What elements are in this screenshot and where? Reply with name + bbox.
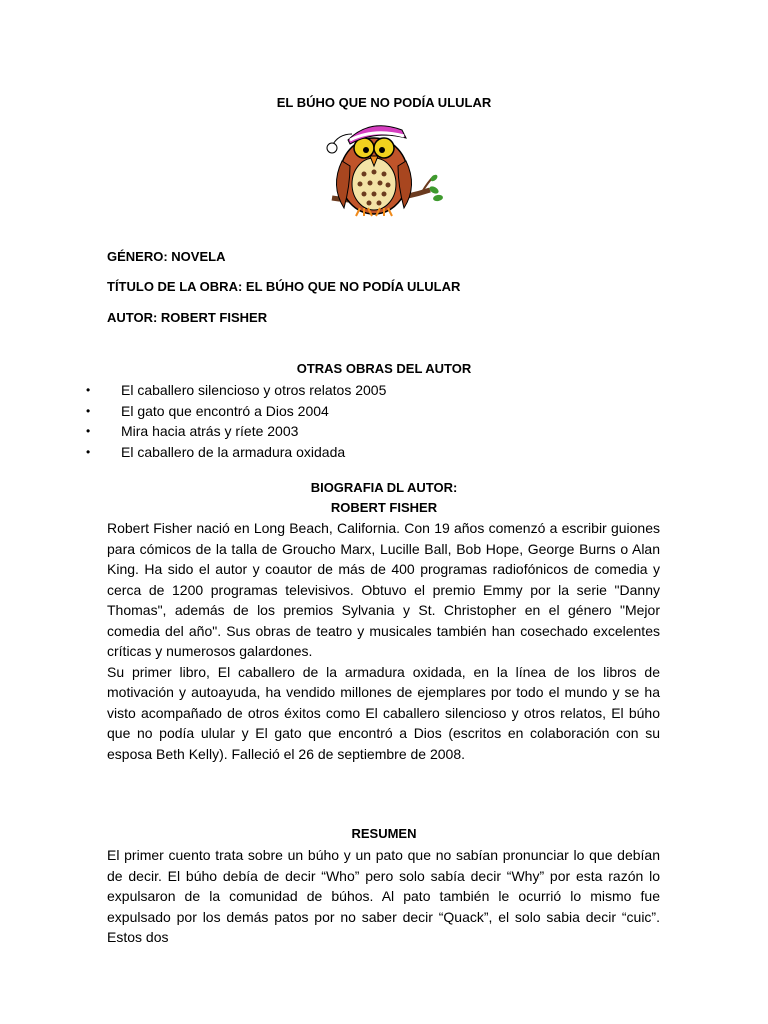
owl-illustration xyxy=(322,116,444,226)
summary-paragraph: El primer cuento trata sobre un búho y un pato que no sabían pronunciar lo que debían de decir. El búho debía de decir “Who” pero solo sabía decir “Why” por esta razón lo expulsaron de la comunidad de búhos. Al pato también le ocurrió lo mismo fue expulsado por los demás patos por no saber decir “Quack”, el solo sabia decir “cuic”. Estos dos xyxy=(107,847,660,945)
other-works-heading: OTRAS OBRAS DEL AUTOR xyxy=(296,361,472,376)
owl-hat-pompom xyxy=(327,143,337,153)
list-item: • El caballero silencioso y otros relatos 2005 xyxy=(86,380,386,401)
leaf xyxy=(428,185,440,195)
author-field: AUTOR: ROBERT FISHER xyxy=(107,310,268,325)
biography-paragraph: Su primer libro, El caballero de la armadura oxidada, en la línea de los libros de motivación y autoayuda, ha vendido millones de ejemplares por todo el mundo y se ha visto acompañado de otros éxitos como El caballero silencioso y otros relatos, El búho que no podía ulular y El gato que encontró a Dios (escritos en colaboración con su esposa Beth Kelly). Falleció el 26 de septiembre de 2008. xyxy=(107,663,660,762)
biography-heading: BIOGRAFIA DL AUTOR: xyxy=(310,480,458,495)
leaf xyxy=(433,194,444,202)
genre-field: GÉNERO: NOVELA xyxy=(107,249,226,264)
list-item: • Mira hacia atrás y ríete 2003 xyxy=(86,421,386,442)
summary-text xyxy=(107,845,660,948)
biography-text xyxy=(107,518,660,764)
work-title-field: TÍTULO DE LA OBRA: EL BÚHO QUE NO PODÍA ULULAR xyxy=(107,279,461,294)
other-works-list xyxy=(86,380,386,463)
document-title: EL BÚHO QUE NO PODÍA ULULAR xyxy=(276,95,492,110)
leaf xyxy=(429,174,438,183)
list-item: • El caballero de la armadura oxidada xyxy=(86,442,386,463)
biography-paragraph: Robert Fisher nació en Long Beach, California. Con 19 años comenzó a escribir guiones para cómicos de la talla de Groucho Marx, Lucille Ball, Bob Hope, George Burns o Alan King. Ha sido el autor y coautor de más de 400 programas radiofónicos de comedia y cerca de 1200 programas televisivos. Obtuvo el premio Emmy por la serie "Danny Thomas", además de los premios Sylvania y St. Christopher en el género "Mejor comedia del año". Sus obras de teatro y musicales también han cosechado excelentes críticas y numerosos galardones. xyxy=(107,520,660,659)
list-item: • El gato que encontró a Dios 2004 xyxy=(86,401,386,422)
summary-heading: RESUMEN xyxy=(351,826,417,841)
biography-subheading: ROBERT FISHER xyxy=(330,500,438,515)
